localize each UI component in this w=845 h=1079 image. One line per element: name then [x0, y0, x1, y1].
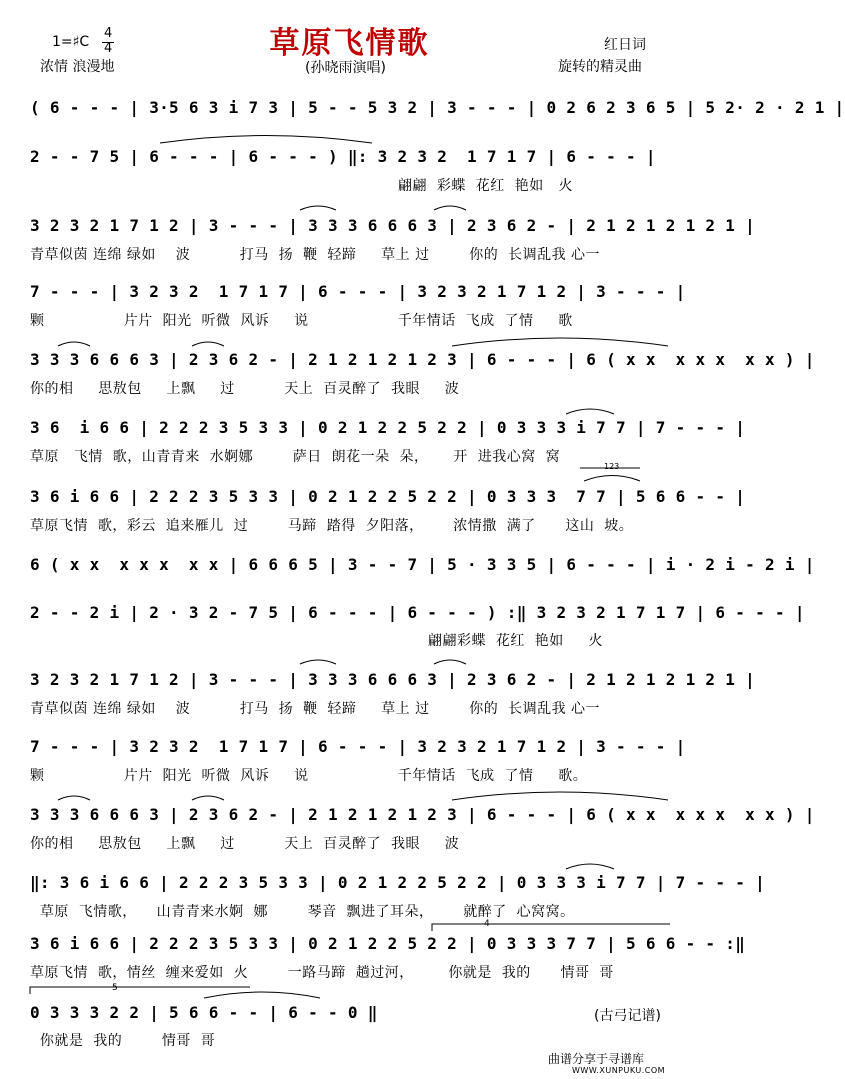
tie-slur: [566, 864, 614, 869]
notation-row: ( 6 - - - | 3·5 6 3 i 7 3 | 5 - - 5 3 2 | 3 - - - | 0 2 6 2 3 6 5 | 5 2· 2 · 2 1 |: [30, 98, 845, 117]
tie-slur: [192, 342, 224, 346]
notation-row: 7 - - - | 3 2 3 2 1 7 1 7 | 6 - - - | 3 2 3 2 1 7 1 2 | 3 - - - |: [30, 282, 686, 301]
lyric-row: 草原飞情 歌，情丝 缠来爱如 火 一路马蹄 趟过河， 你就是 我的 情哥 哥: [30, 965, 614, 981]
tie-slur: [58, 796, 90, 800]
expression-mark: 浓情 浪漫地: [40, 59, 115, 75]
tie-slur: [434, 206, 466, 210]
recorder-credit: (古弓记谱): [594, 1008, 661, 1024]
triplet-mark: 123: [604, 462, 620, 471]
volta-second-number: 4: [484, 919, 490, 929]
lyric-row: 青草似茵 连绵 绿如 波 打马 扬 鞭 轻蹄 草上 过 你的 长调乱我 心一: [30, 247, 601, 263]
footer-site-name: 曲谱分享于寻谱库: [548, 1052, 645, 1066]
notation-row: ‖: 3 6 i 6 6 | 2 2 2 3 5 3 3 | 0 2 1 2 2 5 2 2 | 0 3 3 3 i 7 7 | 7 - - - |: [30, 873, 766, 892]
time-signature-top: 4: [104, 26, 113, 41]
lyric-row: 颗 片片 阳光 听微 风诉 说 千年情话 飞成 了情 歌: [30, 313, 573, 329]
lyricist-credit: 红日词: [604, 37, 646, 53]
notation-row: 3 6 i 6 6 | 2 2 2 3 5 3 3 | 0 2 1 2 2 5 2 2 | 0 3 3 3 7 7 | 5 6 6 - - :‖: [30, 934, 746, 953]
volta-bracket-first: [30, 987, 250, 994]
notation-row: 3 3 3 6 6 6 3 | 2 3 6 2 - | 2 1 2 1 2 1 2 3 | 6 - - - | 6 ( x x x x x x x ) |: [30, 350, 815, 369]
tie-slur: [300, 206, 336, 210]
volta-bracket-second: [432, 924, 670, 931]
notation-row: 3 3 3 6 6 6 3 | 2 3 6 2 - | 2 1 2 1 2 1 2 3 | 6 - - - | 6 ( x x x x x x x ) |: [30, 805, 815, 824]
tie-slur: [584, 476, 640, 482]
notation-row: 0 3 3 3 2 2 | 5 6 6 - - | 6 - - 0 ‖: [30, 1003, 378, 1022]
lyric-row: 草原飞情 歌，彩云 追来雁儿 过 马蹄 踏得 夕阳落， 浓情撒 满了 这山 坡。: [30, 518, 634, 534]
lyric-row: 草原 飞情 歌，山青青来 水婀娜 萨日 朗花一朵 朵， 开 进我心窝 窝: [30, 449, 561, 465]
notation-row: 3 2 3 2 1 7 1 2 | 3 - - - | 3 3 3 6 6 6 3 | 2 3 6 2 - | 2 1 2 1 2 1 2 1 |: [30, 670, 756, 689]
singer-credit: (孙晓雨演唱): [305, 60, 386, 76]
tie-slur: [160, 136, 372, 144]
lyric-row: 你的相 思敖包 上飘 过 天上 百灵醉了 我眼 波: [30, 836, 460, 852]
lyric-row: 翩翩 彩蝶 花红 艳如 火: [398, 178, 574, 194]
tie-slur: [58, 342, 90, 346]
volta-first-number: 5: [112, 983, 118, 993]
footer-site-url: WWW.XUNPUKU.COM: [572, 1066, 666, 1075]
tie-slur: [192, 796, 224, 800]
notation-row: 7 - - - | 3 2 3 2 1 7 1 7 | 6 - - - | 3 2 3 2 1 7 1 2 | 3 - - - |: [30, 737, 686, 756]
lyric-row: 草原 飞情歌， 山青青来水婀 娜 琴音 飘进了耳朵， 就醉了 心窝窝。: [30, 904, 575, 920]
tie-slur: [566, 409, 614, 414]
lyric-row: 你的相 思敖包 上飘 过 天上 百灵醉了 我眼 波: [30, 381, 460, 397]
tie-slur: [204, 992, 320, 998]
time-signature-bottom: 4: [104, 41, 113, 56]
lyric-row: 翩翩彩蝶 花红 艳如 火: [428, 633, 604, 649]
lyric-row: 青草似茵 连绵 绿如 波 打马 扬 鞭 轻蹄 草上 过 你的 长调乱我 心一: [30, 701, 601, 717]
lyric-row: 你就是 我的 情哥 哥: [30, 1033, 216, 1049]
notation-row: 3 6 i 6 6 | 2 2 2 3 5 3 3 | 0 2 1 2 2 5 2 2 | 0 3 3 3 i 7 7 | 7 - - - |: [30, 418, 746, 437]
tie-slur: [452, 792, 668, 800]
tie-slur: [452, 338, 668, 346]
song-title: 草原飞情歌: [269, 26, 430, 61]
tie-slur: [434, 660, 466, 664]
notation-row: 2 - - 2 i | 2 · 3 2 - 7 5 | 6 - - - | 6 - - - ) :‖ 3 2 3 2 1 7 1 7 | 6 - - - |: [30, 603, 805, 622]
notation-row: 2 - - 7 5 | 6 - - - | 6 - - - ) ‖: 3 2 3 2 1 7 1 7 | 6 - - - |: [30, 147, 656, 166]
notation-row: 6 ( x x x x x x x | 6 6 6 5 | 3 - - 7 | 5 · 3 3 5 | 6 - - - | i · 2 i - 2 i |: [30, 555, 815, 574]
lyric-row: 颗 片片 阳光 听微 风诉 说 千年情话 飞成 了情 歌。: [30, 768, 588, 784]
notation-row: 3 6 i 6 6 | 2 2 2 3 5 3 3 | 0 2 1 2 2 5 2 2 | 0 3 3 3 7 7 | 5 6 6 - - |: [30, 487, 746, 506]
notation-row: 3 2 3 2 1 7 1 2 | 3 - - - | 3 3 3 6 6 6 3 | 2 3 6 2 - | 2 1 2 1 2 1 2 1 |: [30, 216, 756, 235]
tie-slur: [300, 660, 336, 664]
key-signature: 1=♯C: [52, 34, 90, 50]
composer-credit: 旋转的精灵曲: [558, 59, 642, 75]
